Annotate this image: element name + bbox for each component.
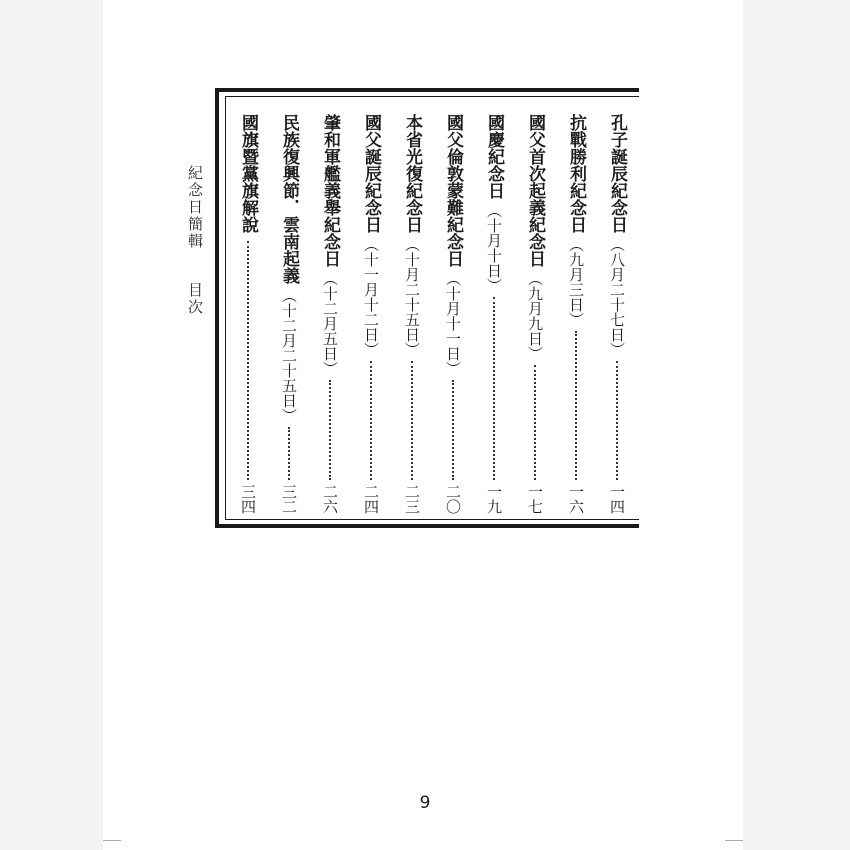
toc-entry-page: 二四 [362, 484, 380, 514]
toc-entry [234, 114, 262, 514]
toc-entry-title: 國旗暨黨旗解說 [238, 114, 258, 233]
dot-leader [288, 427, 290, 480]
toc-entry-title: 肇和軍艦義舉紀念日 [320, 114, 340, 267]
crop-mark [725, 840, 743, 841]
dot-leader [247, 241, 249, 480]
toc-entry-title: 本省光復紀念日 [402, 114, 422, 233]
dot-leader [534, 365, 536, 480]
toc-entry-title: 國慶紀念日 [484, 114, 504, 199]
toc-entry-title: 國父誕辰紀念日 [361, 114, 381, 233]
toc-entry-title: 國父倫敦蒙難紀念日 [443, 114, 463, 267]
toc-entry [316, 114, 344, 514]
toc-entry-date: （十二月二十五日） [280, 288, 298, 423]
toc-entry [603, 114, 631, 514]
toc-entry-page: 一六 [567, 484, 585, 514]
dot-leader [575, 331, 577, 480]
toc-entry-date: （十月十一日） [444, 271, 462, 376]
toc-entry-page: 二三 [403, 484, 421, 514]
dot-leader [616, 361, 618, 480]
toc-entry-page: 一九 [485, 484, 503, 514]
dot-leader [411, 361, 413, 480]
running-head-section: 目次 [186, 281, 204, 316]
dot-leader [493, 297, 495, 480]
toc-entry-title: 抗戰勝利紀念日 [566, 114, 586, 233]
toc-entry [480, 114, 508, 514]
crop-mark [103, 840, 121, 841]
toc-entry-page: 三四 [239, 484, 257, 514]
toc-entry-date: （十一月十二日） [362, 237, 380, 357]
toc-entry-date: （十月十日） [485, 203, 503, 293]
toc-entry-page: 二〇 [444, 484, 462, 514]
running-head [185, 165, 206, 316]
toc-entry-date: （十月二十五日） [403, 237, 421, 357]
table-of-contents [215, 88, 639, 528]
toc-entry-date: （九月三日） [567, 237, 585, 327]
page-number: 9 [419, 793, 431, 813]
toc-entry-date: （十二月五日） [321, 271, 339, 376]
toc-entry [398, 114, 426, 514]
toc-entry-page: 三二 [280, 484, 298, 514]
toc-entry [439, 114, 467, 514]
dot-leader [370, 361, 372, 480]
toc-entry [521, 114, 549, 514]
toc-entry-date: （八月二十七日） [608, 237, 626, 357]
dot-leader [452, 380, 454, 480]
toc-entry-title: 國父首次起義紀念日 [525, 114, 545, 267]
dot-leader [329, 380, 331, 480]
toc-entry-title: 孔子誕辰紀念日 [607, 114, 627, 233]
toc-entry-page: 一四 [608, 484, 626, 514]
toc-entry-page: 二六 [321, 484, 339, 514]
running-head-title: 紀念日簡輯 [186, 165, 204, 250]
toc-entry [275, 114, 303, 514]
toc-entry-date: （九月九日） [526, 271, 544, 361]
toc-entry-page: 一七 [526, 484, 544, 514]
toc-entry-title: 民族復興節．雲南起義 [279, 114, 299, 284]
toc-entry [562, 114, 590, 514]
toc-entry [357, 114, 385, 514]
